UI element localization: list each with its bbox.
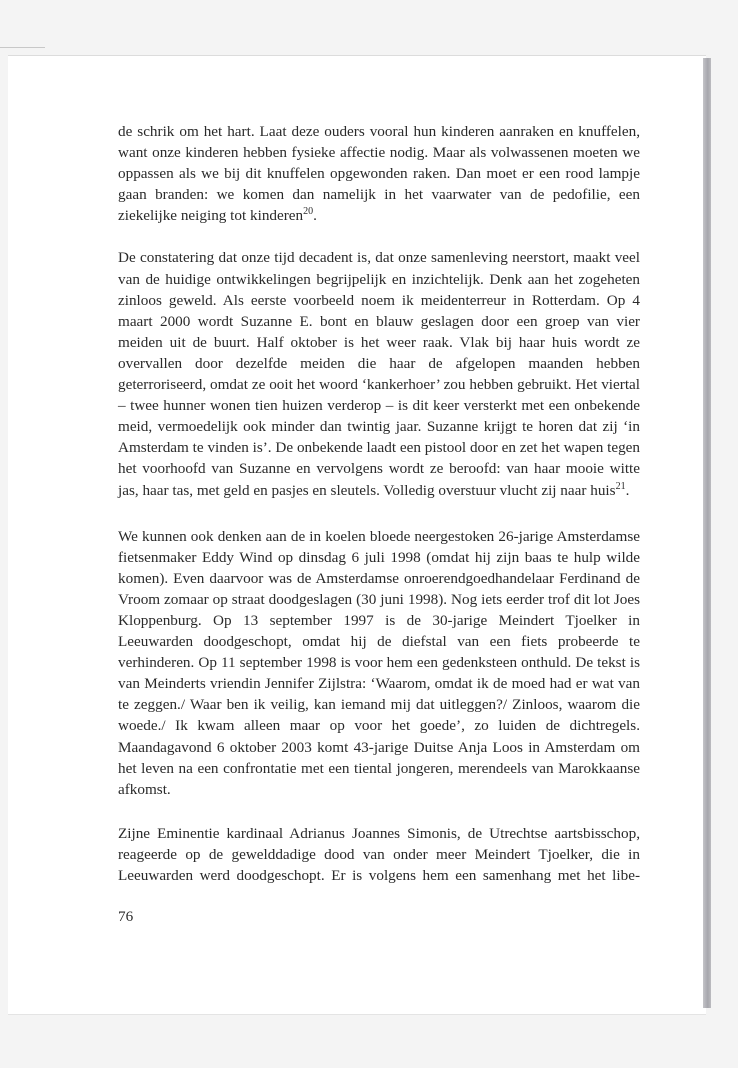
paragraph-3-text: We kunnen ook denken aan de in koelen bloede neergestoken 26-jarige Amsterdamse fietsenmaker Eddy Wind op dinsdag 6 juli 1998 (omdat hij zijn baas te hulp wilde komen). Even daarvoor was de Amsterdamse onroerendgoedhandelaar Ferdinand de Vroom zomaar op straat doodgeslagen (30 juni 1998). Nog iets eerder trof dit lot Joes Kloppenburg. Op 13 september 1997 is de 30-jarige Meindert Tjoelker in Leeuwarden doodgeschopt, omdat hij de diefstal van een fiets probeerde te verhinderen. Op 11 september 1998 is voor hem een gedenksteen onthuld. De tekst is van Meinderts vriendin Jennifer Zijlstra: ‘Waarom, omdat ik de moed had er wat van te zeggen./ Waar ben ik veilig, kan iemand mij dat uitleggen?/ Zinloos, waarom die woede./ Ik kwam alleen maar op voor het goede’, zo luiden de dichtregels. Maandagavond 6 oktober 2003 komt 43-jarige Duitse Anja Loos in Amsterdam om het leven na een confrontatie met een tiental jongeren, merendeels van Marokkaanse afkomst. (118, 527, 640, 798)
crop-mark (0, 47, 45, 48)
paragraph-3 (118, 526, 640, 800)
paragraph-2-tail: . (625, 481, 630, 499)
paragraph-1 (118, 121, 640, 226)
paragraph-2 (118, 247, 640, 500)
paragraph-1-tail: . (313, 207, 317, 225)
body-text (118, 121, 640, 886)
paragraph-4-text: Zijne Eminentie kardinaal Adrianus Joannes Simonis, de Utrechtse aartsbisschop, reageerde op de gewelddadige dood van onder meer Meindert Tjoelker, die in Leeuwarden werd doodgeschopt. Er is volgens hem een samenhang met het libe- (118, 824, 640, 884)
footnote-ref-20[interactable]: 20 (303, 206, 314, 218)
book-spine-edge (703, 58, 711, 1008)
footnote-ref-21[interactable]: 21 (615, 480, 626, 492)
paragraph-4 (118, 823, 640, 886)
page-number: 76 (118, 908, 134, 925)
paragraph-2-text: De constatering dat onze tijd decadent is, dat onze samenleving neerstort, maakt veel van de huidige ontwikkelingen begrijpelijk en inzichtelijk. Denk aan het zogeheten zinloos geweld. Als eerste voorbeeld noem ik meidenterreur in Rotterdam. Op 4 maart 2000 wordt Suzanne E. bont en blauw geslagen door een groep van vier meiden uit de buurt. Half oktober is het weer raak. Vlak bij haar huis wordt ze overvallen door dezelfde meiden die haar de afgelopen maanden hebben geterroriseerd, omdat ze ooit het woord ‘kankerhoer’ zou hebben gebruikt. Het viertal – twee hunner wonen tien huizen verderop – is dit keer versterkt met een onbekende meid, vermoedelijk ook minder dan twintig jaar. Suzanne krijgt te horen dat zij ‘in Amsterdam te vinden is’. De onbekende laadt een pistool door en zet het wapen tegen het voorhoofd van Suzanne en vervolgens wordt ze beroofd: van haar mooie witte jas, haar tas, met geld en pasjes en sleutels. Volledig overstuur vlucht zij naar huis (118, 249, 640, 499)
paragraph-1-text: de schrik om het hart. Laat deze ouders vooral hun kinderen aanraken en knuffelen, want onze kinderen hebben fysieke affectie nodig. Maar als volwassenen moeten we oppassen als we bij dit knuffelen opgewonden raken. Dan moet er een rood lampje gaan branden: we komen dan namelijk in het vaarwater van de pedofilie, een ziekelijke neiging tot kinderen (118, 123, 640, 225)
